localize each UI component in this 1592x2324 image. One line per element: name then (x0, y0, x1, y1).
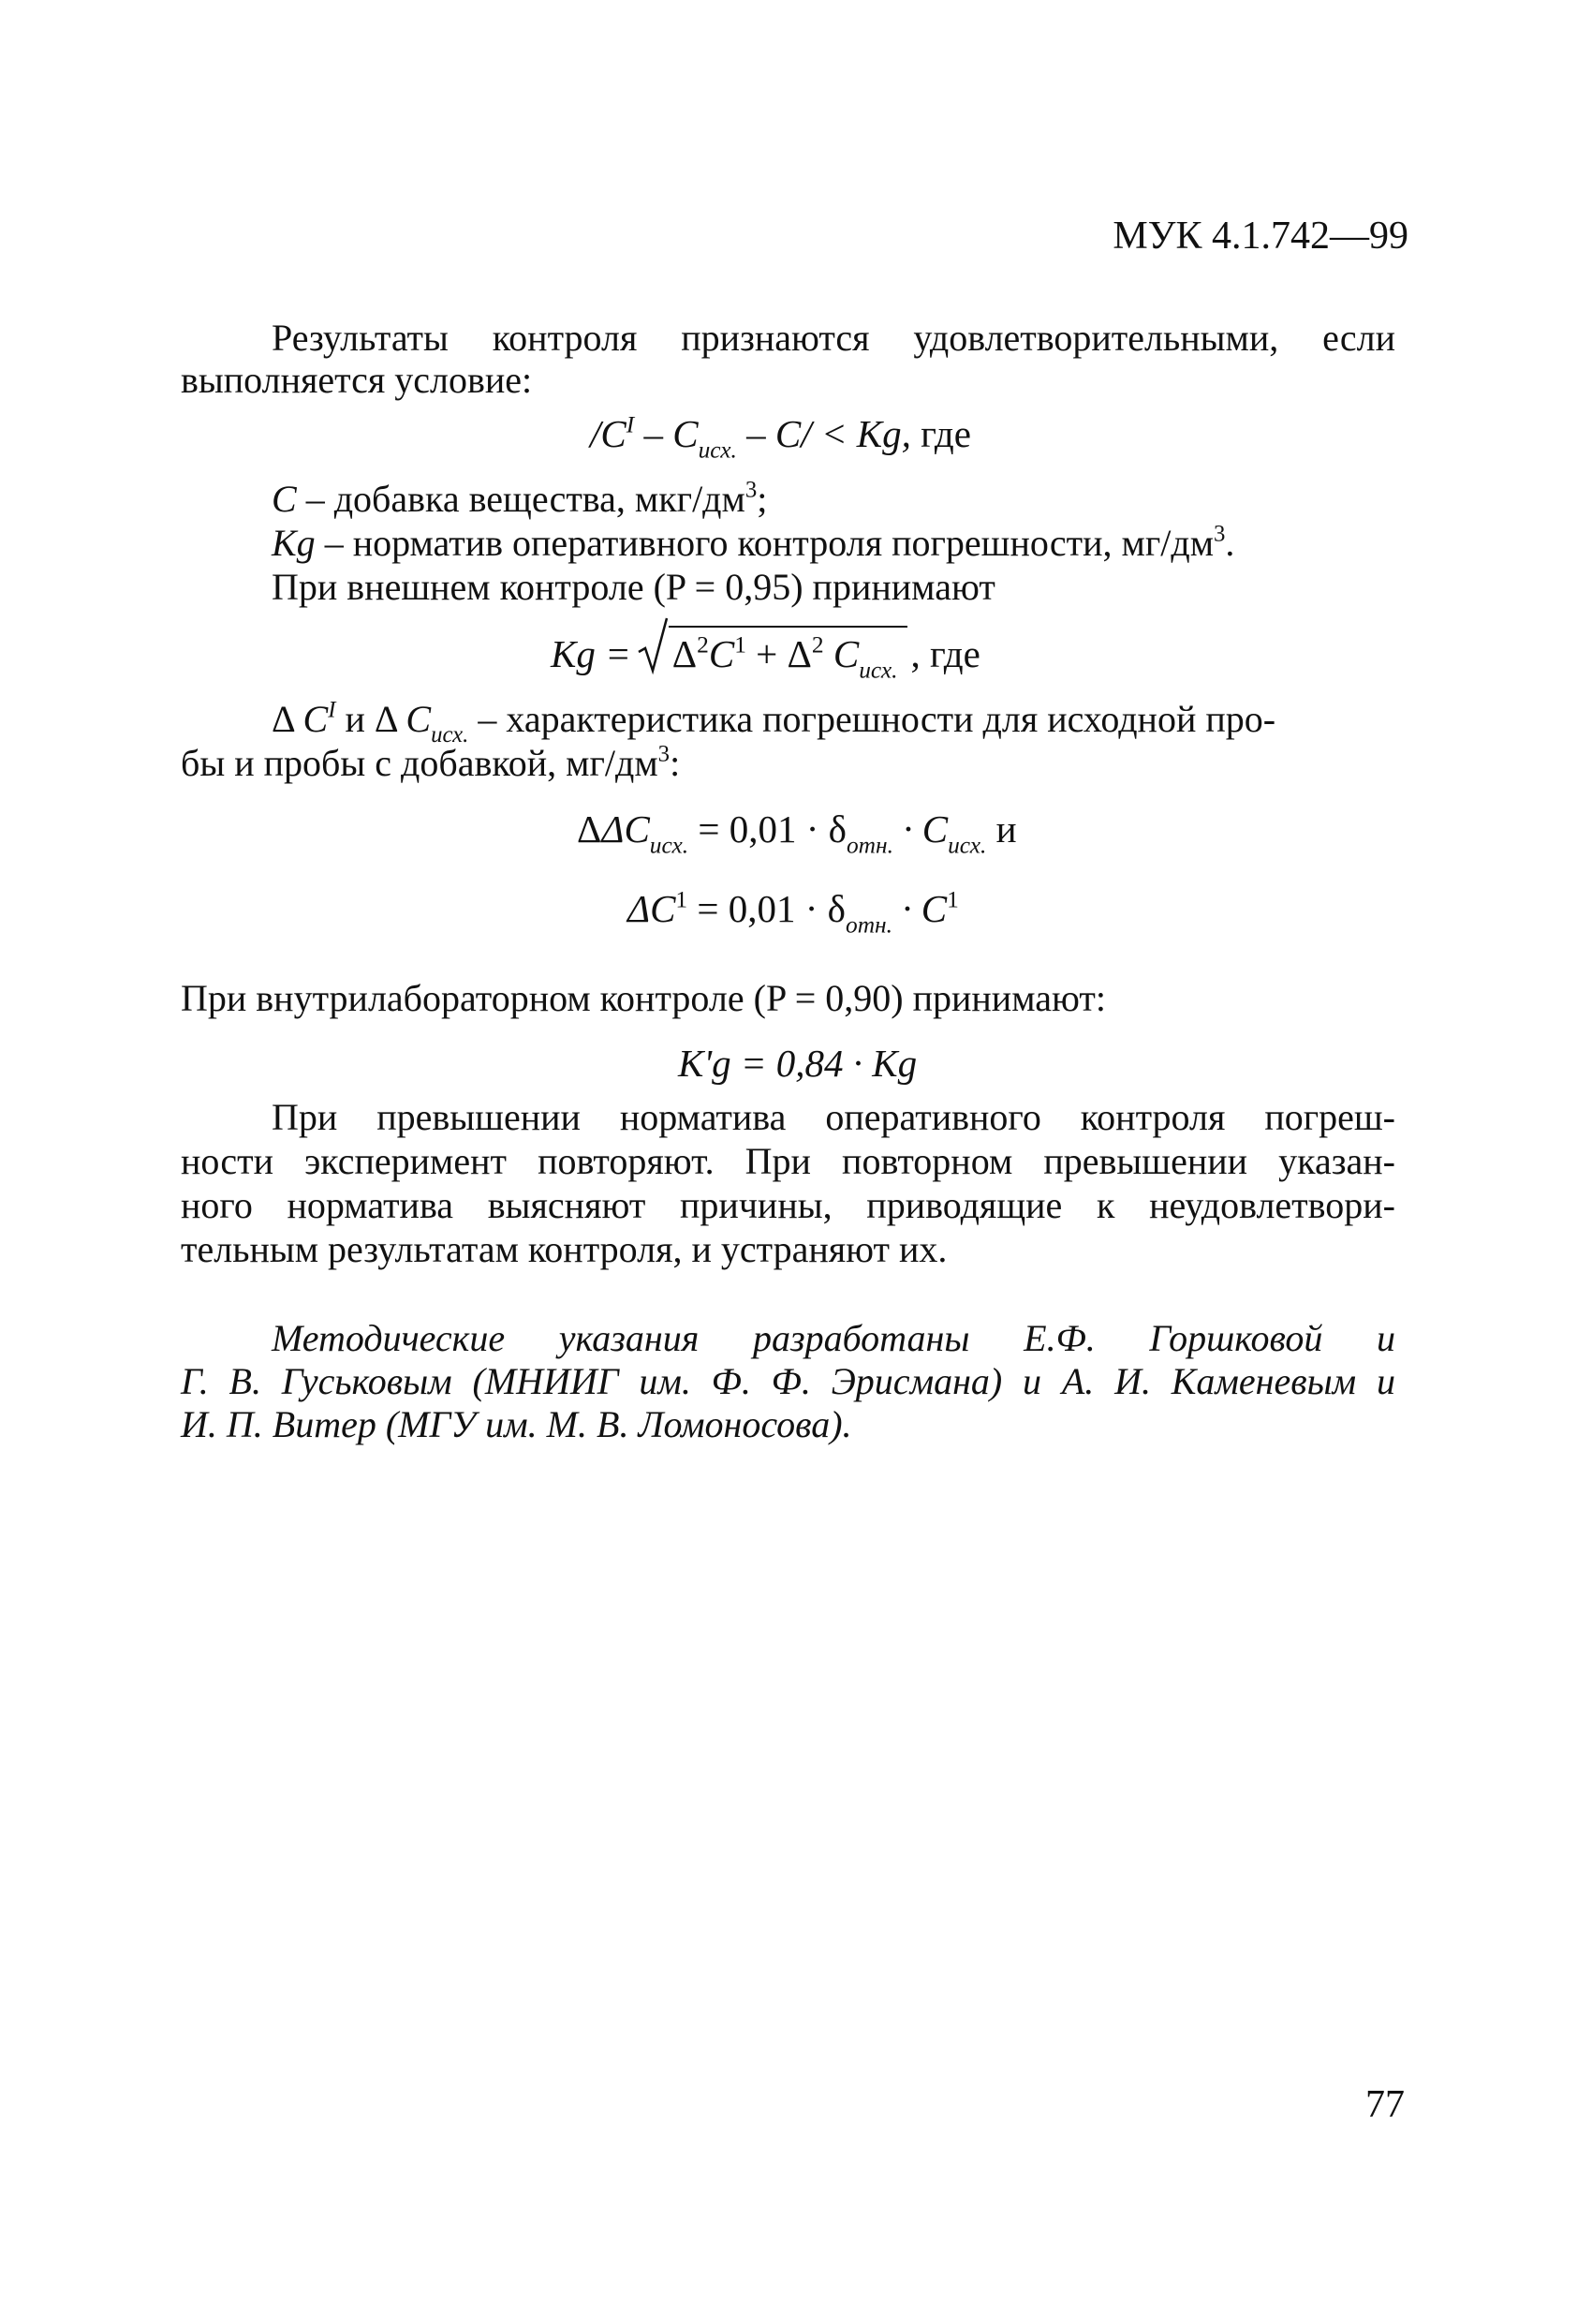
paragraph-internal-control: При внутрилабораторном контроле (P = 0,90) принимают: (181, 977, 1106, 1019)
radical-sign-icon (637, 616, 669, 674)
definition-delta: Δ $C^I$ и Δ $C_{исх.}$ – характеристика погрешности для исходной про- (272, 697, 1276, 748)
paragraph-line: ности эксперимент повторяют. При повторном превышении указан- (181, 1140, 1395, 1182)
document-code: МУК 4.1.742—99 (1113, 215, 1408, 258)
formula-kg-sqrt: Kg = $\Delta^2C^1 + \Delta^2$ $C_{исх.}$ , где (551, 626, 980, 677)
definition-c: C – добавка вещества, мкг/$дм^3$; (272, 477, 768, 520)
page-number: 77 (1365, 2083, 1405, 2126)
credits-line: Методические указания разработаны Е.Ф. Горшковой и (272, 1317, 1395, 1359)
paragraph-line: Результаты контроля признаются удовлетворительными, если (272, 317, 1395, 359)
sqrt-symbol: $\Delta^2C^1 + \Delta^2$ $C_{исх.}$ (637, 626, 907, 677)
definition-kg: Kg – норматив оперативного контроля погрешности, $мг/дм^3$. (272, 521, 1235, 564)
credits-line: И. П. Витер (МГУ им. М. В. Ломоносова). (181, 1403, 852, 1445)
formula-condition: $/C^I - C_{исх.} - C/ < Kg$, где (590, 411, 971, 464)
formula-delta-c1: $\Delta C^1 = 0,01 \cdot \delta_{отн.} \cdot C^1$ (627, 886, 959, 939)
credits-line: Г. В. Гуськовым (МНИИГ им. Ф. Ф. Эрисмана) и А. И. Каменевым и (181, 1360, 1395, 1402)
formula-k-prime-g: K'g = 0,84 · Kg (678, 1042, 918, 1085)
paragraph-external-control: При внешнем контроле (P = 0,95) принимают (272, 566, 995, 608)
definition-delta-cont: бы и пробы с добавкой, $мг/дм^3$: (181, 741, 681, 784)
formula-delta-c-ish: $\Delta\Delta C_{исх.} = 0,01 \cdot \delta_{отн.} \cdot C_{исх.}$ и (577, 807, 1017, 859)
paragraph-line: ного норматива выясняют причины, приводящие к неудовлетвори- (181, 1184, 1395, 1226)
paragraph-line: При превышении норматива оперативного контроля погреш- (272, 1096, 1395, 1138)
paragraph-line: выполняется условие: (181, 359, 533, 401)
credits-block (181, 1317, 1395, 1446)
paragraph-line: тельным результатам контроля, и устраняют их. (181, 1228, 948, 1270)
